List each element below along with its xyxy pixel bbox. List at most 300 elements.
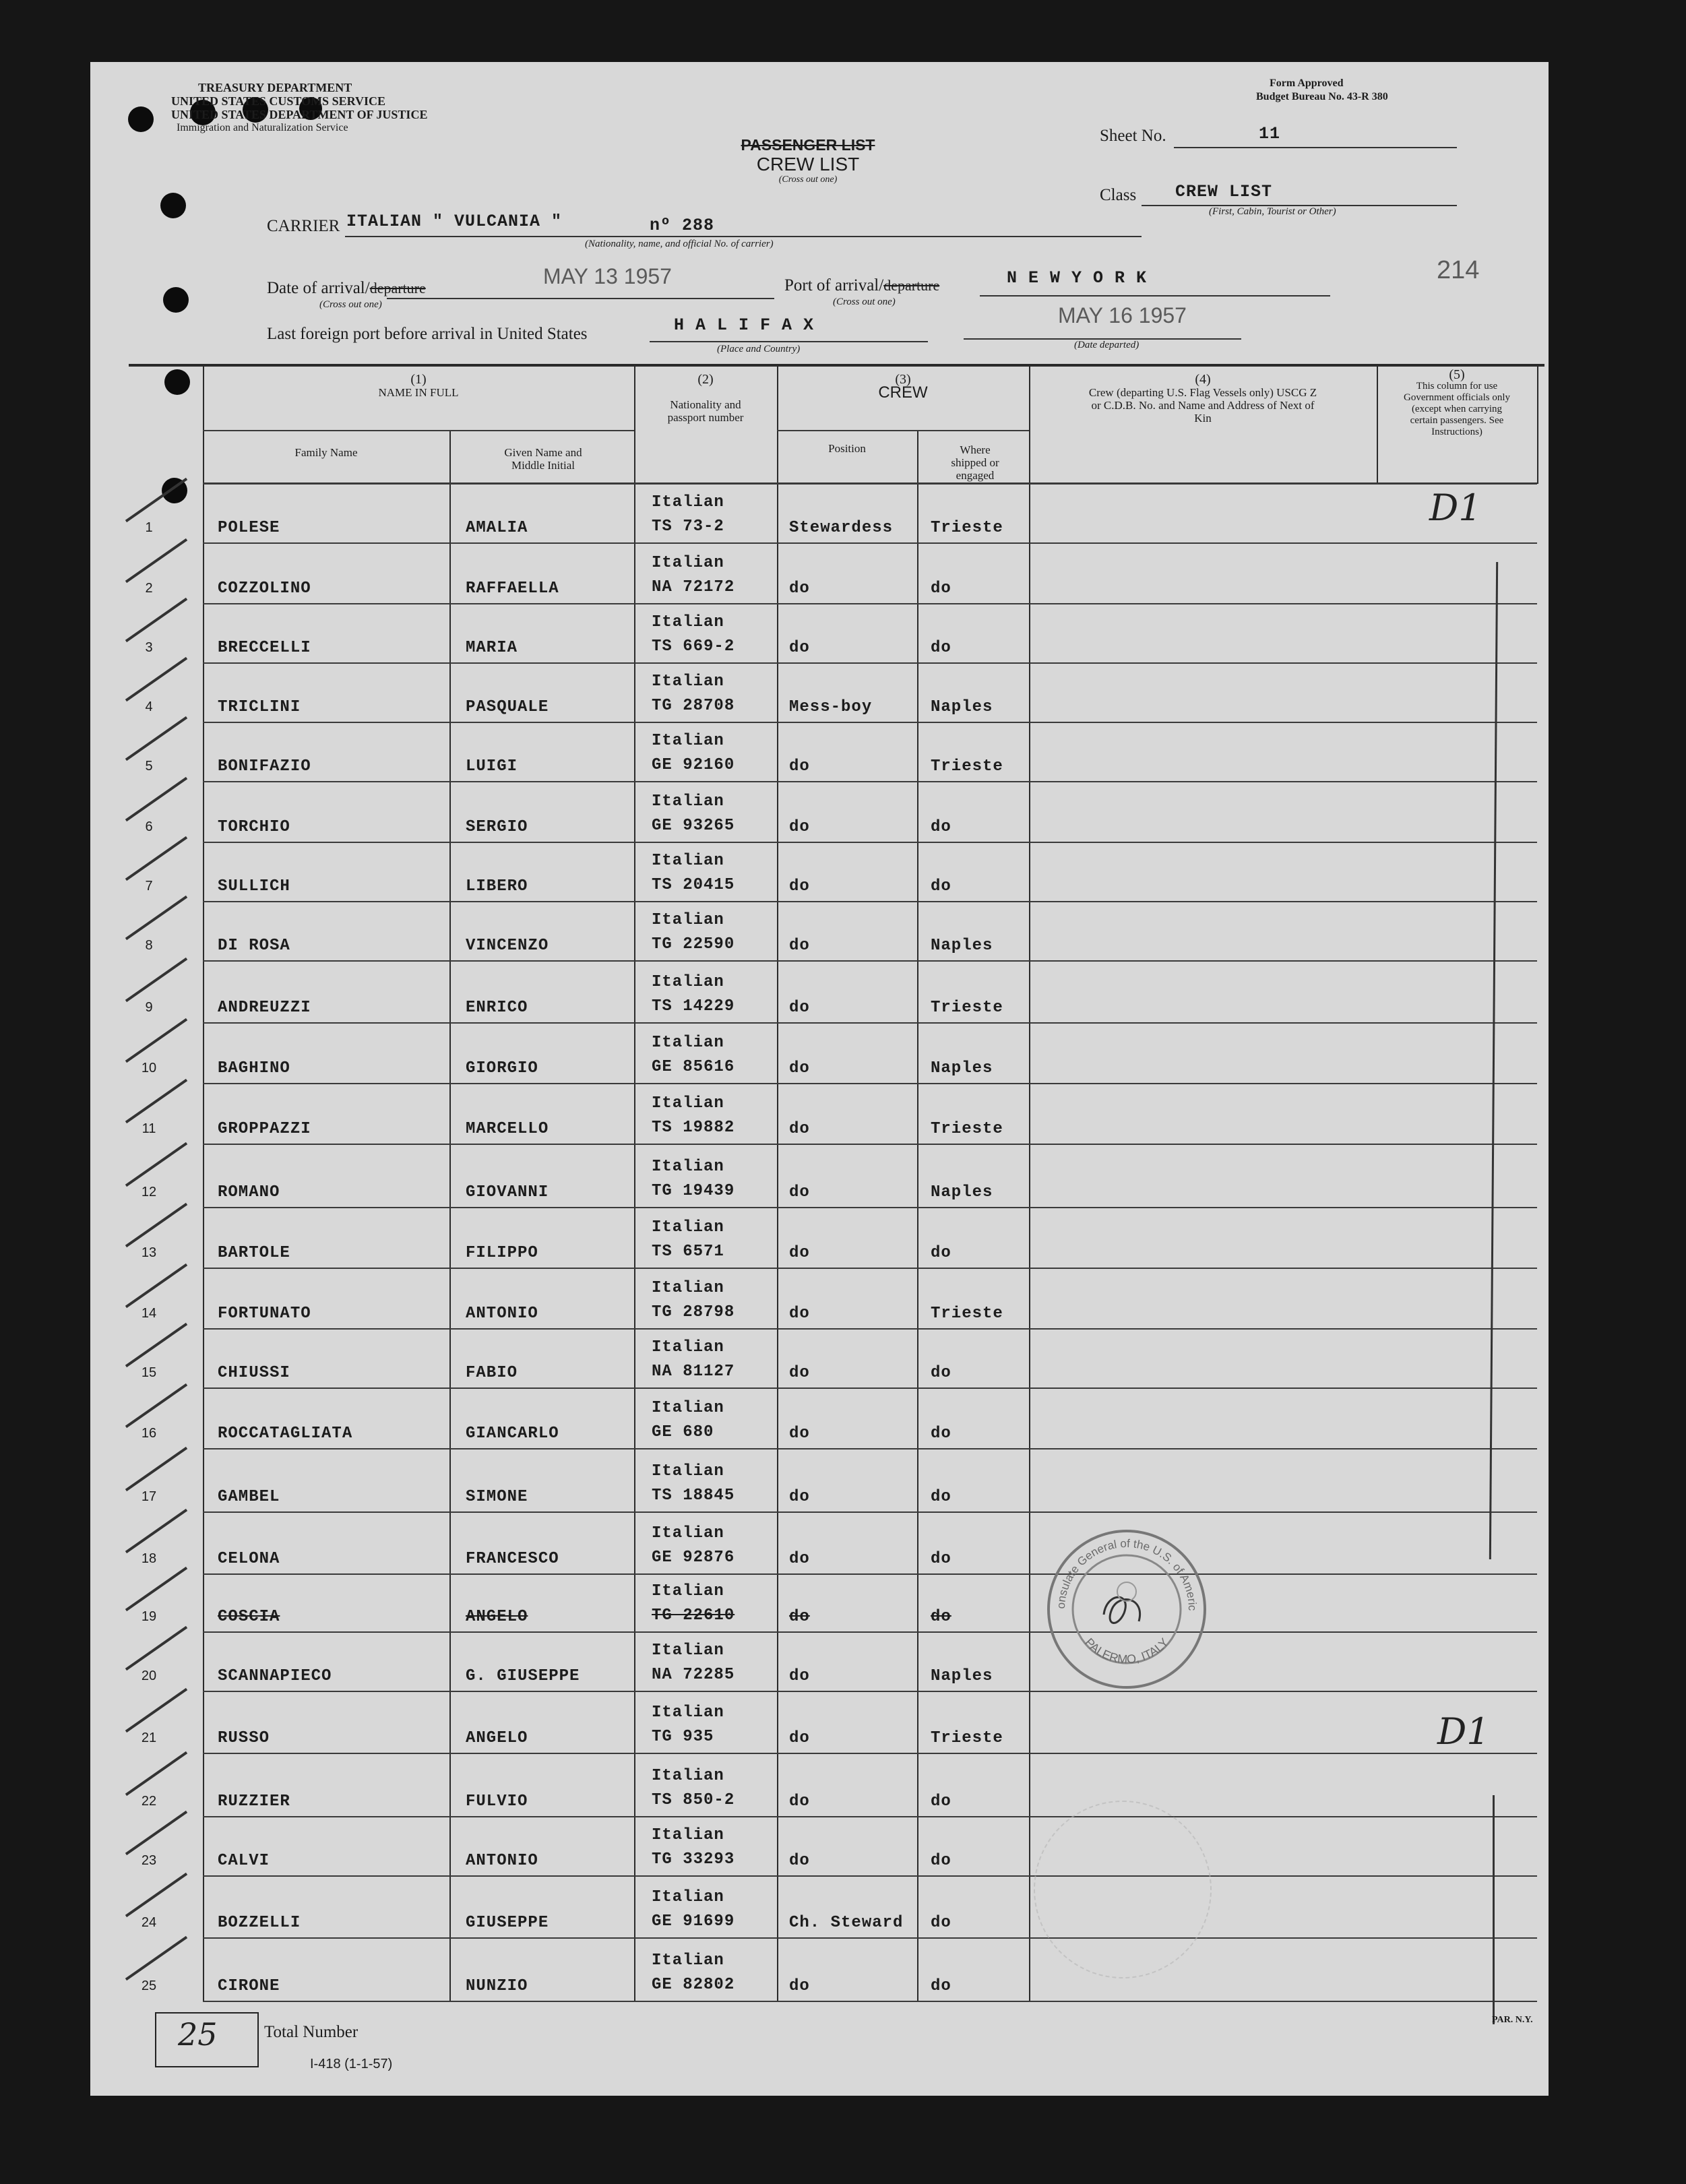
col3-header: [777, 372, 1029, 402]
check-mark: [125, 1383, 187, 1428]
nationality: Italian: [652, 1524, 724, 1542]
family-name: CALVI: [218, 1852, 270, 1870]
form-approved-line: Form Approved: [1270, 77, 1344, 89]
given-name: GIANCARLO: [466, 1425, 559, 1443]
passport-number: GE 92160: [652, 756, 735, 774]
faint-seal: [1034, 1801, 1212, 1978]
nationality: Italian: [652, 1952, 724, 1970]
where-shipped: do: [931, 1244, 951, 1262]
agency-line: UNITED STATES DEPARTMENT OF JUSTICE: [171, 108, 428, 121]
table-row: [129, 1388, 1544, 1449]
family-name: ROCCATAGLIATA: [218, 1425, 353, 1443]
table-row: [129, 1144, 1544, 1208]
total-value: 25: [178, 2016, 218, 2053]
where-shipped: Trieste: [931, 1305, 1003, 1323]
passport-number: NA 81127: [652, 1363, 735, 1381]
row-number: 22: [141, 1794, 157, 1809]
crew-position: do: [789, 757, 810, 776]
given-name: MARIA: [466, 639, 518, 657]
col2-header: [634, 373, 777, 424]
total-label: Total Number: [264, 2023, 358, 2041]
nationality: Italian: [652, 1158, 724, 1176]
col1-title: NAME IN FULL: [378, 386, 459, 399]
seal-text-top: onsulate General of the U.S. of Americ: [1054, 1536, 1199, 1611]
table-row: [129, 1023, 1544, 1084]
family-name: COSCIA: [218, 1608, 280, 1626]
row-number: 18: [141, 1551, 157, 1566]
check-mark: [125, 598, 187, 642]
given-name: G. GIUSEPPE: [466, 1667, 580, 1685]
seal-icon: [1044, 1527, 1209, 1691]
port-arrival-text: Port of arrival/: [784, 276, 884, 294]
date-departed-caption: (Date departed): [1074, 340, 1139, 350]
row-number: 4: [145, 699, 153, 714]
check-mark: [125, 1873, 187, 1917]
class-caption: (First, Cabin, Tourist or Other): [1209, 206, 1336, 217]
sheet-underline: [1174, 147, 1457, 148]
crew-position: do: [789, 1244, 810, 1262]
passport-number: TG 22610: [652, 1606, 735, 1625]
family-name: TORCHIO: [218, 818, 290, 836]
col3-title: CREW: [878, 383, 928, 402]
passport-number: TG 19439: [652, 1182, 735, 1200]
where-shipped: do: [931, 1364, 951, 1382]
row-number: 14: [141, 1306, 157, 1321]
family-name: RUSSO: [218, 1729, 270, 1747]
check-mark: [125, 1079, 187, 1123]
family-name: BRECCELLI: [218, 639, 311, 657]
nationality: Italian: [652, 732, 724, 750]
given-name: ANTONIO: [466, 1852, 538, 1870]
nationality: Italian: [652, 792, 724, 811]
check-mark: [125, 538, 187, 583]
passport-number: TS 20415: [652, 876, 735, 894]
crew-position: do: [789, 937, 810, 955]
crew-position: do: [789, 639, 810, 657]
given-name: MARCELLO: [466, 1120, 549, 1138]
passport-number: NA 72172: [652, 578, 735, 596]
table-row: [129, 1632, 1544, 1691]
crew-position: do: [789, 1792, 810, 1811]
nationality: Italian: [652, 1582, 724, 1600]
family-name: CHIUSSI: [218, 1364, 290, 1382]
table-row: [129, 782, 1544, 842]
d1-annotation: D1: [1437, 1710, 1490, 1753]
nationality: Italian: [652, 911, 724, 929]
given-name: ANGELO: [466, 1608, 528, 1626]
port-arrival-caption: (Cross out one): [833, 297, 896, 307]
table-row: [129, 543, 1544, 604]
where-shipped: Trieste: [931, 1729, 1003, 1747]
nationality: Italian: [652, 613, 724, 631]
passport-number: GE 680: [652, 1423, 714, 1441]
col5-title: This column for use Government officials only (except when carrying certain passengers. See Instructions): [1403, 381, 1511, 437]
given-name: SIMONE: [466, 1488, 528, 1506]
row-number: 21: [141, 1730, 157, 1745]
check-mark: [125, 1811, 187, 1855]
where-shipped: Trieste: [931, 1120, 1003, 1138]
row-number: 19: [141, 1609, 157, 1624]
given-name-header: Given Name and Middle Initial: [504, 446, 582, 472]
nationality: Italian: [652, 1826, 724, 1844]
check-mark: [125, 836, 187, 881]
table-row: [129, 961, 1544, 1023]
where-shipped: do: [931, 1792, 951, 1811]
crew-position: do: [789, 818, 810, 836]
date-arrival-caption: (Cross out one): [319, 299, 382, 310]
check-mark: [125, 1203, 187, 1247]
where-shipped: do: [931, 1425, 951, 1443]
passport-number: TG 33293: [652, 1850, 735, 1869]
given-name: GIOVANNI: [466, 1183, 549, 1202]
nationality: Italian: [652, 1034, 724, 1052]
given-name: NUNZIO: [466, 1977, 528, 1995]
header-divider: [203, 430, 634, 431]
row-number: 11: [142, 1121, 156, 1136]
crew-position: do: [789, 1305, 810, 1323]
row-number: 25: [141, 1978, 157, 1993]
family-name: BONIFAZIO: [218, 757, 311, 776]
family-name: SCANNAPIECO: [218, 1667, 332, 1685]
where-shipped: do: [931, 639, 951, 657]
last-port-label: Last foreign port before arrival in United States: [267, 325, 588, 343]
where-shipped: Naples: [931, 1059, 993, 1078]
agency-header: [171, 81, 427, 135]
check-mark: [125, 1626, 187, 1671]
nationality: Italian: [652, 673, 724, 691]
col4-title: Crew (departing U.S. Flag Vessels only) USCG Z or C.D.B. No. and Name and Address of Next of Kin: [1088, 386, 1317, 425]
given-name: LIBERO: [466, 877, 528, 896]
family-name: TRICLINI: [218, 698, 301, 716]
last-port-value: H A L I F A X: [674, 315, 815, 335]
family-name: FORTUNATO: [218, 1305, 311, 1323]
row-number: 1: [145, 520, 153, 535]
crew-position: do: [789, 580, 810, 598]
printer-mark: PAR. N.Y.: [1492, 2015, 1533, 2025]
date-departure-struck: departure: [369, 280, 426, 297]
date-departed-value: MAY 16 1957: [1058, 303, 1187, 327]
date-arrival-text: Date of arrival/: [267, 279, 370, 297]
row-number: 24: [141, 1915, 157, 1930]
crew-position: do: [789, 1608, 810, 1626]
check-mark: [125, 478, 187, 522]
given-name: ANGELO: [466, 1729, 528, 1747]
table-row: [129, 1574, 1544, 1632]
row-number: 15: [141, 1365, 157, 1380]
passport-number: TS 18845: [652, 1487, 735, 1505]
table-row: [129, 1691, 1544, 1753]
col5-header: [1377, 369, 1537, 438]
table-row: [129, 1876, 1544, 1938]
passport-number: GE 93265: [652, 817, 735, 835]
check-mark: [125, 1688, 187, 1733]
family-name: COZZOLINO: [218, 580, 311, 598]
table-row: [129, 1512, 1544, 1574]
date-arrival-value: MAY 13 1957: [543, 264, 672, 288]
table-row: [129, 604, 1544, 663]
table-row: [129, 1449, 1544, 1512]
carrier-caption: (Nationality, name, and official No. of carrier): [585, 239, 774, 249]
given-name: ENRICO: [466, 999, 528, 1017]
check-mark: [125, 716, 187, 761]
budget-bureau-line: Budget Bureau No. 43-R 380: [1256, 91, 1388, 102]
passport-number: TS 6571: [652, 1243, 724, 1261]
nationality: Italian: [652, 554, 724, 572]
where-shipped: do: [931, 1914, 951, 1932]
given-name: LUIGI: [466, 757, 518, 776]
passport-number: TG 22590: [652, 935, 735, 954]
row-number: 9: [145, 1000, 153, 1015]
punch-hole: [160, 193, 186, 218]
given-name: GIUSEPPE: [466, 1914, 549, 1932]
row-number: 17: [141, 1489, 157, 1504]
nationality: Italian: [652, 1338, 724, 1356]
where-shipped: Trieste: [931, 519, 1003, 537]
family-name: BOZZELLI: [218, 1914, 301, 1932]
nationality: Italian: [652, 1462, 724, 1480]
given-name: FULVIO: [466, 1792, 528, 1811]
check-mark: [125, 958, 187, 1002]
family-name: BAGHINO: [218, 1059, 290, 1078]
crew-position: do: [789, 1488, 810, 1506]
crew-position: Ch. Steward: [789, 1914, 904, 1932]
title-struck: PASSENGER LIST: [741, 136, 875, 154]
col1-header: [203, 373, 634, 399]
header-divider: [777, 430, 1029, 431]
row-number: 23: [141, 1853, 157, 1868]
where-shipped: do: [931, 1852, 951, 1870]
form-approved: [1256, 77, 1388, 104]
family-name: SULLICH: [218, 877, 290, 896]
carrier-number: nº 288: [650, 216, 715, 235]
crew-position: Stewardess: [789, 519, 894, 537]
table-row: [129, 663, 1544, 722]
passport-number: TS 850-2: [652, 1791, 735, 1809]
row-number: 12: [141, 1185, 157, 1199]
check-mark: [125, 1142, 187, 1187]
crew-position: do: [789, 1120, 810, 1138]
table-row: [129, 1817, 1544, 1876]
crew-position: do: [789, 1364, 810, 1382]
nationality: Italian: [652, 1704, 724, 1722]
passport-number: TS 669-2: [652, 637, 735, 656]
crew-position: do: [789, 877, 810, 896]
row-number: 3: [145, 640, 153, 655]
row-number: 16: [141, 1426, 157, 1441]
crew-position: do: [789, 1550, 810, 1568]
where-shipped: do: [931, 818, 951, 836]
carrier-label: CARRIER: [267, 217, 340, 235]
table-row: [129, 902, 1544, 961]
title-block: [710, 136, 906, 185]
check-mark: [125, 1447, 187, 1491]
family-name-header: Family Name: [294, 446, 358, 459]
col4-number: (4): [1195, 372, 1211, 387]
passport-number: NA 72285: [652, 1666, 735, 1684]
crew-position: do: [789, 999, 810, 1017]
where-shipped: Trieste: [931, 757, 1003, 776]
crew-position: do: [789, 1977, 810, 1995]
row-number: 8: [145, 938, 153, 953]
date-underline: [387, 298, 774, 299]
page-title: CREW LIST: [756, 154, 860, 175]
table-row: [129, 722, 1544, 782]
pen-line: [1493, 1795, 1495, 2024]
given-name: FILIPPO: [466, 1244, 538, 1262]
where-shipped-header: Where shipped or engaged: [951, 443, 999, 482]
table-row: [129, 1938, 1544, 2001]
d1-annotation: D1: [1429, 487, 1482, 529]
nationality: Italian: [652, 1279, 724, 1297]
title-caption: (Cross out one): [778, 175, 838, 185]
nationality: Italian: [652, 852, 724, 870]
passport-number: TS 19882: [652, 1119, 735, 1137]
row-number: 6: [145, 819, 153, 834]
family-name: DI ROSA: [218, 937, 290, 955]
agency-line: Immigration and Naturalization Service: [177, 122, 348, 133]
crew-position: do: [789, 1729, 810, 1747]
check-mark: [125, 1936, 187, 1980]
nationality: Italian: [652, 493, 724, 511]
where-shipped: Naples: [931, 937, 993, 955]
class-label: Class: [1100, 186, 1137, 204]
row-number: 13: [141, 1245, 157, 1260]
agency-line: UNITED STATES CUSTOMS SERVICE: [171, 94, 385, 108]
consulate-seal: [1044, 1527, 1209, 1691]
passport-number: GE 82802: [652, 1976, 735, 1994]
page-number: 214: [1437, 256, 1480, 284]
table-row: [129, 842, 1544, 902]
crew-position: do: [789, 1852, 810, 1870]
row-number: 20: [141, 1668, 157, 1683]
nationality: Italian: [652, 1642, 724, 1660]
given-name: ANTONIO: [466, 1305, 538, 1323]
agency-line: TREASURY DEPARTMENT: [198, 81, 352, 94]
where-shipped: Naples: [931, 1183, 993, 1202]
passport-number: TG 28708: [652, 697, 735, 715]
crew-table: [129, 364, 1544, 2001]
nationality: Italian: [652, 1094, 724, 1113]
column-divider: [1537, 367, 1538, 484]
port-underline: [980, 295, 1330, 297]
carrier-underline: [345, 236, 1142, 237]
family-name: ANDREUZZI: [218, 999, 311, 1017]
row-number: 7: [145, 879, 153, 894]
class-value: CREW LIST: [1175, 182, 1273, 201]
row-divider: [203, 2001, 1537, 2002]
sheet-number: 11: [1259, 124, 1281, 144]
table-row: [129, 1329, 1544, 1388]
punch-hole: [128, 106, 154, 132]
col3-number: (3): [895, 372, 911, 387]
seal-text-bottom: PALERMO, ITALY: [1082, 1635, 1171, 1666]
family-name: POLESE: [218, 519, 280, 537]
col4-header: [1029, 373, 1377, 425]
family-name: CELONA: [218, 1550, 280, 1568]
col2-title: Nationality and passport number: [667, 398, 744, 424]
table-row: [129, 1268, 1544, 1329]
family-name: BARTOLE: [218, 1244, 290, 1262]
where-shipped: Naples: [931, 1667, 993, 1685]
passport-number: TG 935: [652, 1728, 714, 1746]
where-shipped: do: [931, 1488, 951, 1506]
passport-number: GE 85616: [652, 1058, 735, 1076]
port-arrival-value: N E W Y O R K: [1007, 268, 1148, 288]
check-mark: [125, 1751, 187, 1796]
svg-text:PALERMO, ITALY: [1082, 1635, 1171, 1666]
where-shipped: Trieste: [931, 999, 1003, 1017]
last-port-caption: (Place and Country): [717, 344, 801, 354]
col2-number: (2): [697, 372, 714, 387]
where-shipped: do: [931, 580, 951, 598]
nationality: Italian: [652, 1888, 724, 1906]
given-name: SERGIO: [466, 818, 528, 836]
where-shipped: do: [931, 1977, 951, 1995]
family-name: RUZZIER: [218, 1792, 290, 1811]
crew-position: do: [789, 1059, 810, 1078]
punch-hole: [163, 287, 189, 313]
where-shipped: do: [931, 1550, 951, 1568]
position-header: Position: [828, 442, 866, 455]
check-mark: [125, 896, 187, 940]
family-name: ROMANO: [218, 1183, 280, 1202]
crew-position: do: [789, 1425, 810, 1443]
crew-position: Mess-boy: [789, 698, 873, 716]
passport-number: TS 73-2: [652, 518, 724, 536]
table-row: [129, 1084, 1544, 1144]
nationality: Italian: [652, 1767, 724, 1785]
family-name: GAMBEL: [218, 1488, 280, 1506]
table-row: [129, 1208, 1544, 1268]
nationality: Italian: [652, 1218, 724, 1237]
row-number: 5: [145, 759, 153, 774]
given-name: FRANCESCO: [466, 1550, 559, 1568]
form-id: I-418 (1-1-57): [310, 2057, 393, 2071]
col5-number: (5): [1449, 367, 1465, 382]
col1-number: (1): [410, 372, 427, 387]
sheet-label: Sheet No.: [1100, 127, 1166, 145]
carrier-value: ITALIAN " VULCANIA ": [346, 212, 563, 231]
check-mark: [125, 777, 187, 821]
crew-position: do: [789, 1667, 810, 1685]
nationality: Italian: [652, 1399, 724, 1417]
row-number: 10: [141, 1061, 157, 1075]
given-name: PASQUALE: [466, 698, 549, 716]
family-name: CIRONE: [218, 1977, 280, 1995]
where-shipped: do: [931, 877, 951, 896]
where-shipped: Naples: [931, 698, 993, 716]
given-name: FABIO: [466, 1364, 518, 1382]
check-mark: [125, 657, 187, 701]
nationality: Italian: [652, 973, 724, 991]
passport-number: GE 92876: [652, 1549, 735, 1567]
where-shipped: do: [931, 1608, 951, 1626]
port-arrival-label: [784, 276, 939, 295]
passport-number: GE 91699: [652, 1912, 735, 1931]
check-mark: [125, 1509, 187, 1553]
family-name: GROPPAZZI: [218, 1120, 311, 1138]
last-port-underline: [650, 341, 928, 342]
check-mark: [125, 1323, 187, 1367]
date-arrival-label: [267, 279, 426, 298]
check-mark: [125, 1263, 187, 1308]
given-name: RAFFAELLA: [466, 580, 559, 598]
crew-position: do: [789, 1183, 810, 1202]
given-name: GIORGIO: [466, 1059, 538, 1078]
given-name: AMALIA: [466, 519, 528, 537]
table-row: [129, 484, 1544, 543]
check-mark: [125, 1018, 187, 1063]
